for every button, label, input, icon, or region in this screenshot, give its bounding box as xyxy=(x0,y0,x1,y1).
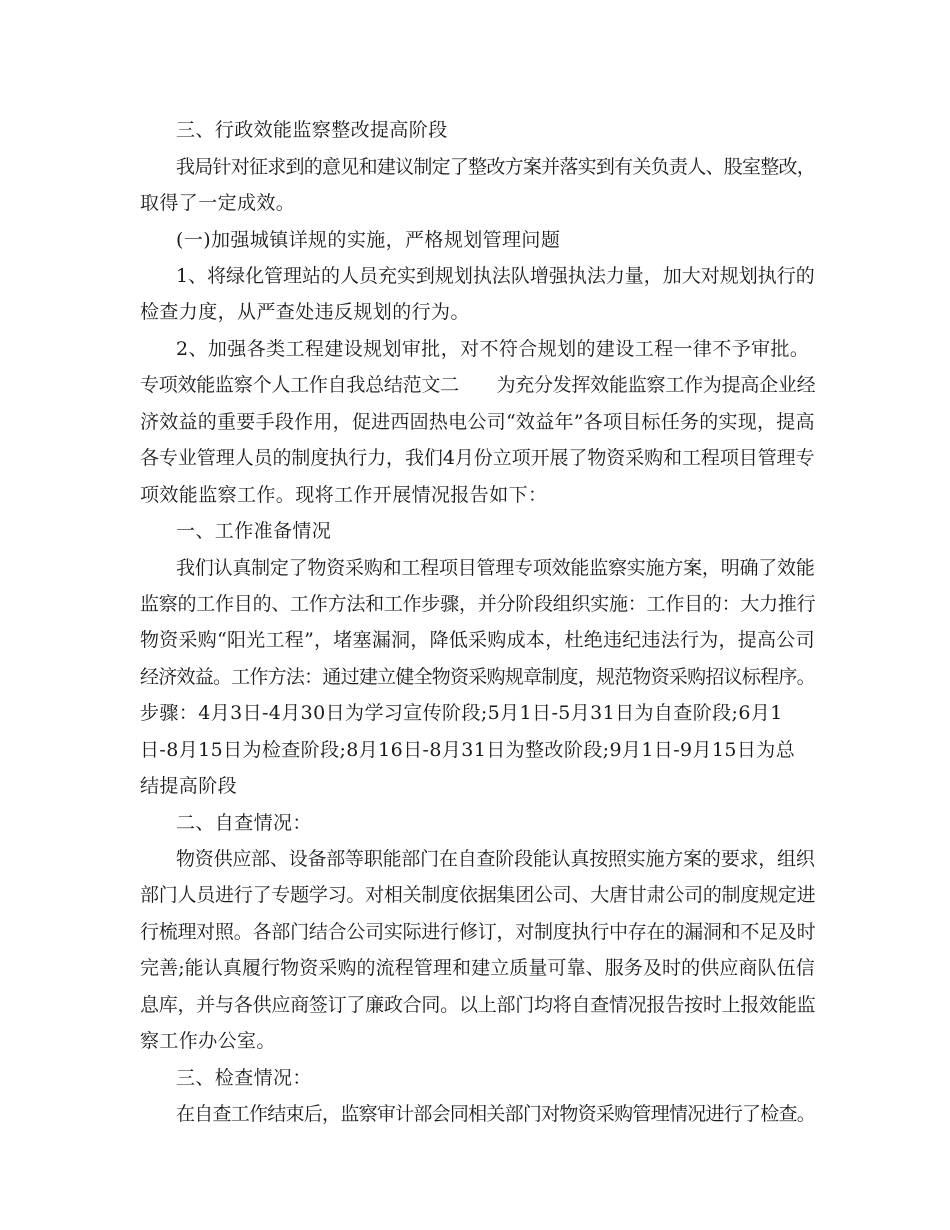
paragraph-line: 部门人员进行了专题学习。对相关制度依据集团公司、大唐甘肃公司的制度规定进 xyxy=(140,884,816,906)
paragraph-line: 行梳理对照。各部门结合公司实际进行修订，对制度执行中存在的漏洞和不足及时 xyxy=(140,921,816,943)
paragraph-line: 济效益的重要手段作用，促进西固热电公司“效益年”各项目标任务的实现，提高 xyxy=(140,411,815,433)
paragraph-line: 在自查工作结束后，监察审计部会同相关部门对物资采购管理情况进行了检查。 xyxy=(176,1103,816,1125)
paragraph-line: 取得了一定成效。 xyxy=(140,192,296,214)
paragraph-line: 完善;能认真履行物资采购的流程管理和建立质量可靠、服务及时的供应商队伍信 xyxy=(140,957,815,979)
paragraph-line: 察工作办公室。 xyxy=(140,1030,276,1052)
paragraph-line: 日-8月15日为检查阶段;8月16日-8月31日为整改阶段;9月1日-9月15日为总 xyxy=(140,739,796,761)
paragraph-line: 专项效能监察个人工作自我总结范文二 为充分发挥效能监察工作为提高企业经 xyxy=(140,374,816,396)
subsection-heading: (一)加强城镇详规的实施，严格规划管理问题 xyxy=(176,229,561,251)
paragraph-line: 检查力度，从严查处违反规划的行为。 xyxy=(140,301,470,323)
paragraph-line: 息库，并与各供应商签订了廉政合同。以上部门均将自查情况报告按时上报效能监 xyxy=(140,994,816,1016)
paragraph-line: 我们认真制定了物资采购和工程项目管理专项效能监察实施方案，明确了效能 xyxy=(176,557,815,579)
paragraph-line: 1、将绿化管理站的人员充实到规划执法队增强执法力量，加大对规划执行的 xyxy=(176,265,815,287)
section-heading: 三、检查情况： xyxy=(176,1067,312,1089)
paragraph-line: 结提高阶段 xyxy=(140,775,238,797)
section-heading: 二、自查情况： xyxy=(176,812,312,834)
paragraph-line: 项效能监察工作。现将工作开展情况报告如下： xyxy=(140,484,548,506)
section-heading: 一、工作准备情况 xyxy=(176,520,332,542)
paragraph-line: 各专业管理人员的制度执行力，我们4月份立项开展了物资采购和工程项目管理专 xyxy=(140,447,815,469)
section-heading: 三、行政效能监察整改提高阶段 xyxy=(176,119,448,141)
paragraph-line: 经济效益。工作方法：通过建立健全物资采购规章制度，规范物资采购招议标程序。 xyxy=(140,666,815,688)
paragraph-line: 物资采购“阳光工程”，堵塞漏洞，降低采购成本，杜绝违纪违法行为，提高公司 xyxy=(140,629,815,651)
paragraph-line: 物资供应部、设备部等职能部门在自查阶段能认真按照实施方案的要求，组织 xyxy=(176,848,815,870)
paragraph-line: 2、加强各类工程建设规划审批，对不符合规划的建设工程一律不予审批。 xyxy=(176,338,810,360)
paragraph-line: 我局针对征求到的意见和建议制定了整改方案并落实到有关负责人、股室整改， xyxy=(176,156,816,178)
paragraph-line: 监察的工作目的、工作方法和工作步骤，并分阶段组织实施：工作目的：大力推行 xyxy=(140,593,816,615)
paragraph-line: 步骤：4月3日-4月30日为学习宣传阶段;5月1日-5月31日为自查阶段;6月1 xyxy=(140,702,783,724)
